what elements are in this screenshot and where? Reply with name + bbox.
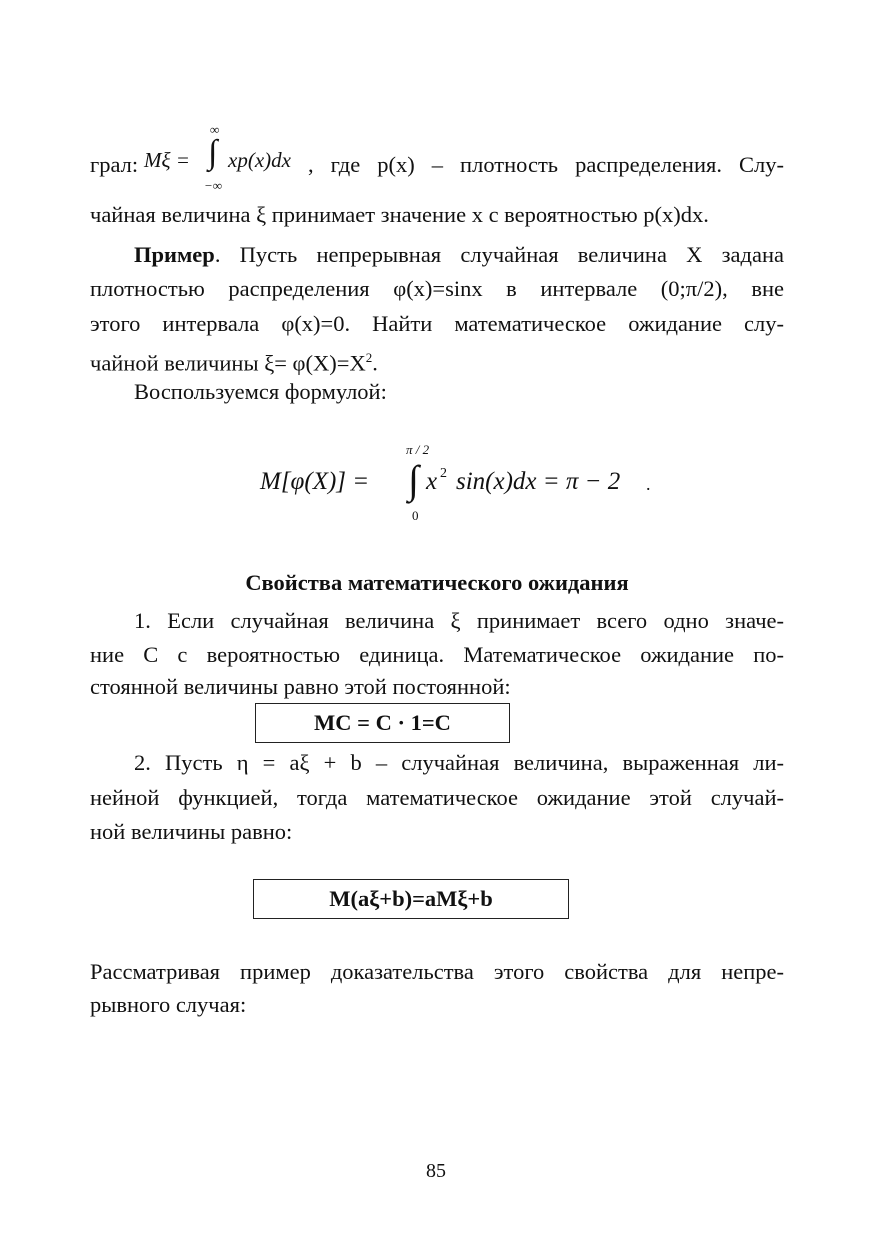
example-line-3: этого интервала φ(x)=0. Найти математическое ожидание слу- xyxy=(90,311,784,336)
prefix-text: грал: xyxy=(90,152,139,177)
prop1-line-1: 1. Если случайная величина ξ принимает всего одно значе- xyxy=(134,608,784,633)
prop2-line-3: ной величины равно: xyxy=(90,819,293,844)
big-formula-left: M[φ(X)] = xyxy=(260,468,370,495)
big-integral-lower: 0 xyxy=(412,508,419,523)
integral-upper-limit: ∞ xyxy=(210,122,220,137)
big-formula-end: . xyxy=(646,474,651,494)
prop1-formula-box: MC = C · 1=C xyxy=(255,703,510,743)
big-formula xyxy=(260,440,680,530)
prop2-line-1: 2. Пусть η = aξ + b – случайная величина, выраженная ли- xyxy=(134,750,784,775)
integral-lower-limit: −∞ xyxy=(204,178,223,193)
big-integral-sign: ∫ xyxy=(408,457,419,502)
section-title: Свойства математического ожидания xyxy=(245,570,629,595)
big-integrand-rest: sin(x)dx = π − 2 xyxy=(456,468,621,495)
big-integrand-base: x xyxy=(426,468,438,495)
page-number: 85 xyxy=(426,1160,446,1182)
big-integrand-sup: 2 xyxy=(440,466,447,481)
integral-sign: ∫ xyxy=(208,134,218,171)
text-line-2: чайная величина ξ принимает значение x с вероятностью p(x)dx. xyxy=(90,202,709,227)
formula-left: Mξ = xyxy=(144,148,190,172)
prop2-line-2: нейной функцией, тогда математическое ожидание этой случай- xyxy=(90,785,784,810)
example-line-1: Пример. Пусть непрерывная случайная величина X задана xyxy=(134,242,784,267)
closing-line-1: Рассматривая пример доказательства этого свойства для непре- xyxy=(90,959,784,984)
use-formula-line: Воспользуемся формулой: xyxy=(134,379,387,404)
prop1-line-2: ние C с вероятностью единица. Математическое ожидание по- xyxy=(90,642,784,667)
line1-suffix: , где p(x) – плотность распределения. Слу- xyxy=(308,152,784,177)
prop2-formula-box: M(aξ+b)=aMξ+b xyxy=(253,879,569,919)
example-line-2: плотностью распределения φ(x)=sinx в интервале (0;π/2), вне xyxy=(90,276,784,301)
big-integral-upper: π / 2 xyxy=(406,442,430,457)
formula-line-1 xyxy=(90,120,784,200)
integrand: xp(x)dx xyxy=(228,148,291,172)
prop1-line-3: стоянной величины равно этой постоянной: xyxy=(90,674,511,699)
example-label: Пример xyxy=(134,242,215,267)
example-line-4: чайной величины $\xi= \varphi(X)=X^2$. xyxy=(90,350,378,376)
closing-line-2: рывного случая: xyxy=(90,992,247,1017)
